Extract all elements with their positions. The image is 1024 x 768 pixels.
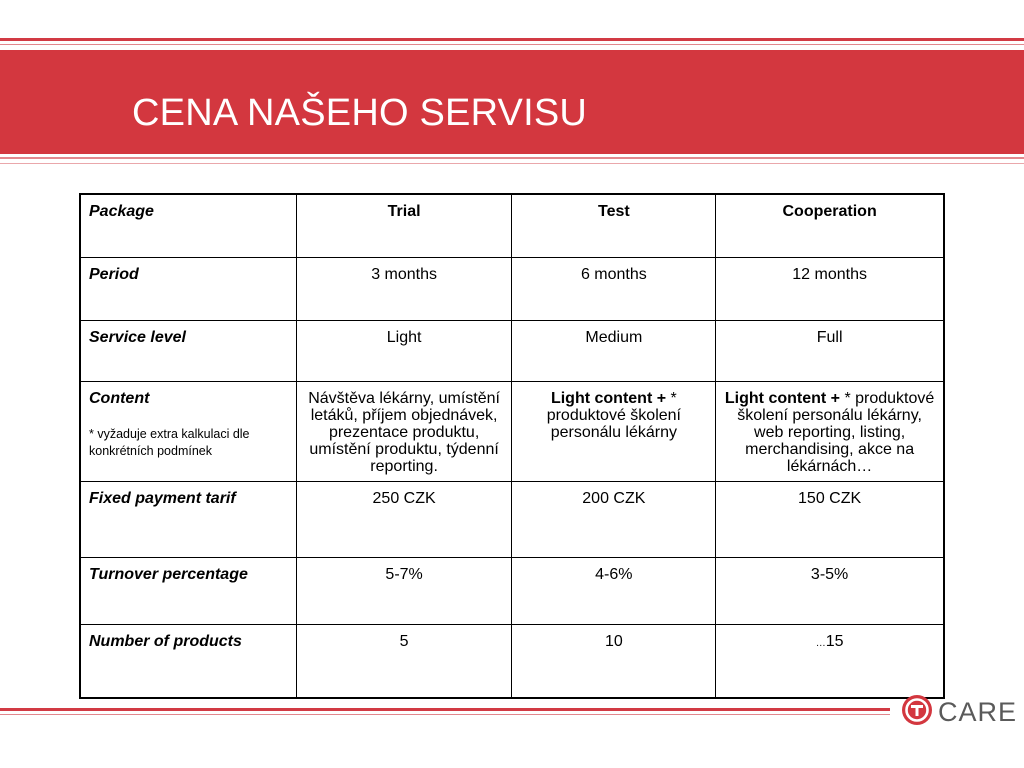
t-circle-icon: [902, 695, 932, 725]
footer-rule-thin: [0, 714, 890, 715]
cell: [716, 625, 944, 699]
cell-content-test: [512, 382, 716, 482]
table-row: [80, 482, 944, 558]
cell: 12 months: [716, 258, 944, 321]
cell: 200 CZK: [512, 482, 716, 558]
content-test-bold: Light content +: [550, 390, 667, 407]
cell-content-coop: [716, 382, 944, 482]
care-logo-text: CARE: [938, 697, 1018, 727]
content-note: * vyžaduje extra kalkulaci dle konkrétních podmínek: [89, 427, 250, 458]
row-label-number-of-products: Number of products: [80, 625, 296, 699]
row-label-content: [80, 382, 296, 482]
top-rule-thin: [0, 44, 1024, 45]
table-row: [80, 382, 944, 482]
cell: 3-5%: [716, 558, 944, 625]
header-package: Package: [80, 194, 296, 258]
table-row: [80, 558, 944, 625]
header-cooperation: Cooperation: [716, 194, 944, 258]
cell: Medium: [512, 321, 716, 382]
cell: 10: [512, 625, 716, 699]
content-label: Content: [89, 390, 150, 407]
top-rule: [0, 38, 1024, 41]
row-label-fixed-payment: Fixed payment tarif: [80, 482, 296, 558]
content-coop-rest: * produktové školení personálu lékárny, web reporting, listing, merchandising, akce na lékárnách…: [737, 390, 935, 475]
table-header-row: [80, 194, 944, 258]
coop-products-value: 15: [825, 633, 844, 650]
table-row: [80, 258, 944, 321]
cell-content-trial: Návštěva lékárny, umístění letáků, příjem objednávek, prezentace produktu, umístění produktu, týdenní reporting.: [296, 382, 512, 482]
cell: 3 months: [296, 258, 512, 321]
cell: Light: [296, 321, 512, 382]
cell: 6 months: [512, 258, 716, 321]
footer-rule: [0, 708, 890, 711]
table-row: [80, 321, 944, 382]
cell: 5: [296, 625, 512, 699]
header-test: Test: [512, 194, 716, 258]
cell: 5-7%: [296, 558, 512, 625]
cell: 150 CZK: [716, 482, 944, 558]
content-test-rest: * produktové školení personálu lékárny: [546, 390, 681, 441]
row-label-service-level: Service level: [80, 321, 296, 382]
content-coop-bold: Light content +: [724, 390, 841, 407]
banner-rule: [0, 157, 1024, 159]
cell: Full: [716, 321, 944, 382]
cell: 250 CZK: [296, 482, 512, 558]
row-label-turnover: Turnover percentage: [80, 558, 296, 625]
slide-title: CENA NAŠEHO SERVISU: [132, 92, 588, 134]
pricing-table: [79, 193, 945, 699]
ellipsis: …: [815, 638, 826, 649]
table-row: [80, 625, 944, 699]
banner-rule-thin: [0, 163, 1024, 164]
header-trial: Trial: [296, 194, 512, 258]
row-label-period: Period: [80, 258, 296, 321]
cell: 4-6%: [512, 558, 716, 625]
